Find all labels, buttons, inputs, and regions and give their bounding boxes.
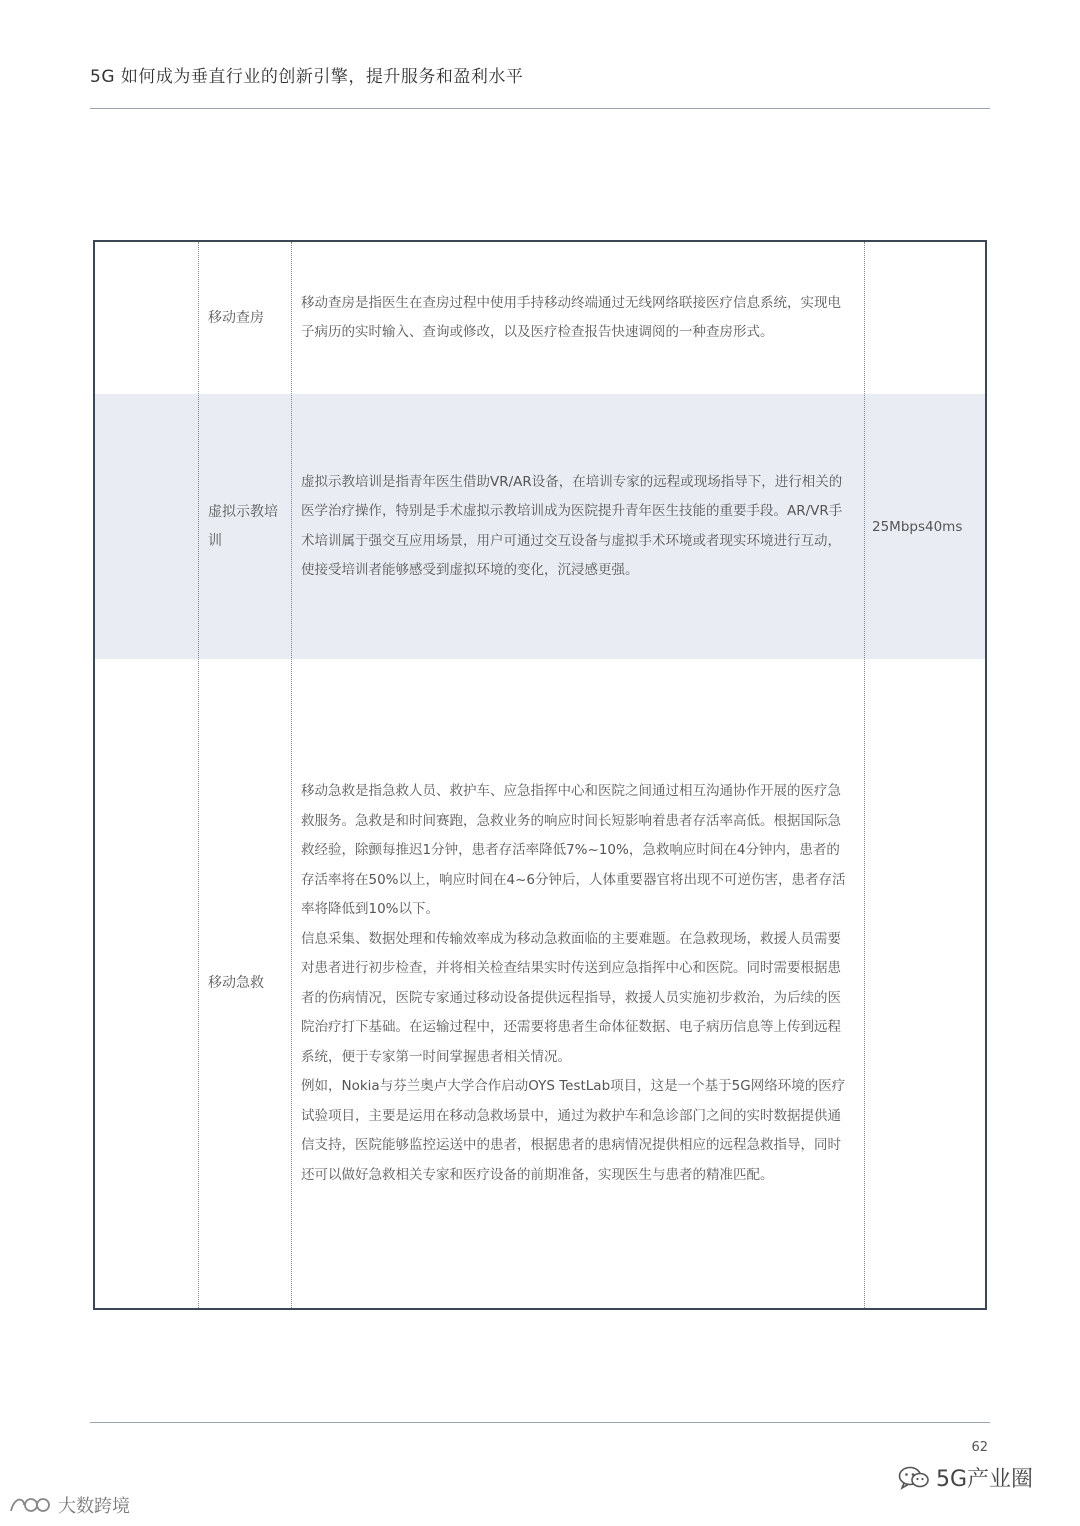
scenario-description-cell [291,394,864,659]
table-row [95,659,985,1308]
brand-watermark-text: 大数跨境 [58,1496,130,1517]
wechat-icon [898,1465,930,1491]
scenario-name-cell [198,659,291,1308]
scenario-name-cell [198,242,291,394]
scenario-name: 移动急救 [208,975,264,991]
description-paragraph: 例如，Nokia与芬兰奥卢大学合作启动OYS TestLab项目，这是一个基于5G网络环境的医疗试验项目，主要是运用在移动急救场景中，通过为救护车和急诊部门之间的实时数据提供通信支持，医院能够监控运送中的患者，根据患者的患病情况提供相应的远程急救指导，同时还可以做好急救相关专家和医疗设备的前期准备，实现医生与患者的精准匹配。 [301,1078,846,1183]
requirement-cell [864,394,985,659]
scenario-table [93,240,987,1310]
brand-watermark [8,1492,130,1518]
scenario-name: 移动查房 [208,309,264,326]
footer-rule [90,1422,990,1423]
column-divider [198,242,199,1308]
requirement-cell [864,659,985,1308]
requirement-value: 25Mbps40ms [872,518,963,535]
table-row [95,242,985,394]
wechat-watermark-text: 5G产业圈 [936,1467,1034,1492]
description-paragraph: 信息采集、数据处理和传输效率成为移动急救面临的主要难题。在急救现场，救援人员需要对患者进行初步检查，并将相关检查结果实时传送到应急指挥中心和医院。同时需要根据患者的伤病情况，医院专家通过移动设备提供远程指导，救援人员实施初步救治，为后续的医院治疗打下基础。在运输过程中，还需要将患者生命体征数据、电子病历信息等上传到远程系统，便于专家第一时间掌握患者相关情况。 [301,930,841,1065]
page-header-title: 5G 如何成为垂直行业的创新引擎，提升服务和盈利水平 [90,67,524,87]
scenario-name-cell [198,394,291,659]
requirement-cell [864,242,985,394]
page-number: 62 [971,1440,988,1455]
description-paragraph: 移动急救是指急救人员、救护车、应急指挥中心和医院之间通过相互沟通协作开展的医疗急救服务。急救是和时间赛跑，急救业务的响应时间长短影响着患者存活率高低。根据国际急救经验，除颤每推迟1分钟，患者存活率降低7%~10%，急救响应时间在4分钟内，患者的存活率将在50%以上，响应时间在4~6分钟后，人体重要器官将出现不可逆伤害，患者存活率将降低到10%以下。 [301,783,846,917]
wechat-watermark [898,1462,1033,1493]
header-rule [90,108,990,109]
column-divider [864,242,865,1308]
column-divider [291,242,292,1308]
scenario-name: 虚拟示教培训 [208,503,278,549]
table-row [95,394,985,659]
scenario-description-cell [291,659,864,1308]
brand-logo-icon [8,1494,52,1516]
scenario-description-cell [291,242,864,394]
description-paragraph: 虚拟示教培训是指青年医生借助VR/AR设备，在培训专家的远程或现场指导下，进行相关的医学治疗操作，特别是手术虚拟示教培训成为医院提升青年医生技能的重要手段。AR/VR手术培训属于强交互应用场景，用户可通过交互设备与虚拟手术环境或者现实环境进行互动，使接受培训者能够感受到虚拟环境的变化，沉浸感更强。 [301,473,843,578]
description-paragraph: 移动查房是指医生在查房过程中使用手持移动终端通过无线网络联接医疗信息系统，实现电子病历的实时输入、查询或修改，以及医疗检查报告快速调阅的一种查房形式。 [301,294,841,340]
